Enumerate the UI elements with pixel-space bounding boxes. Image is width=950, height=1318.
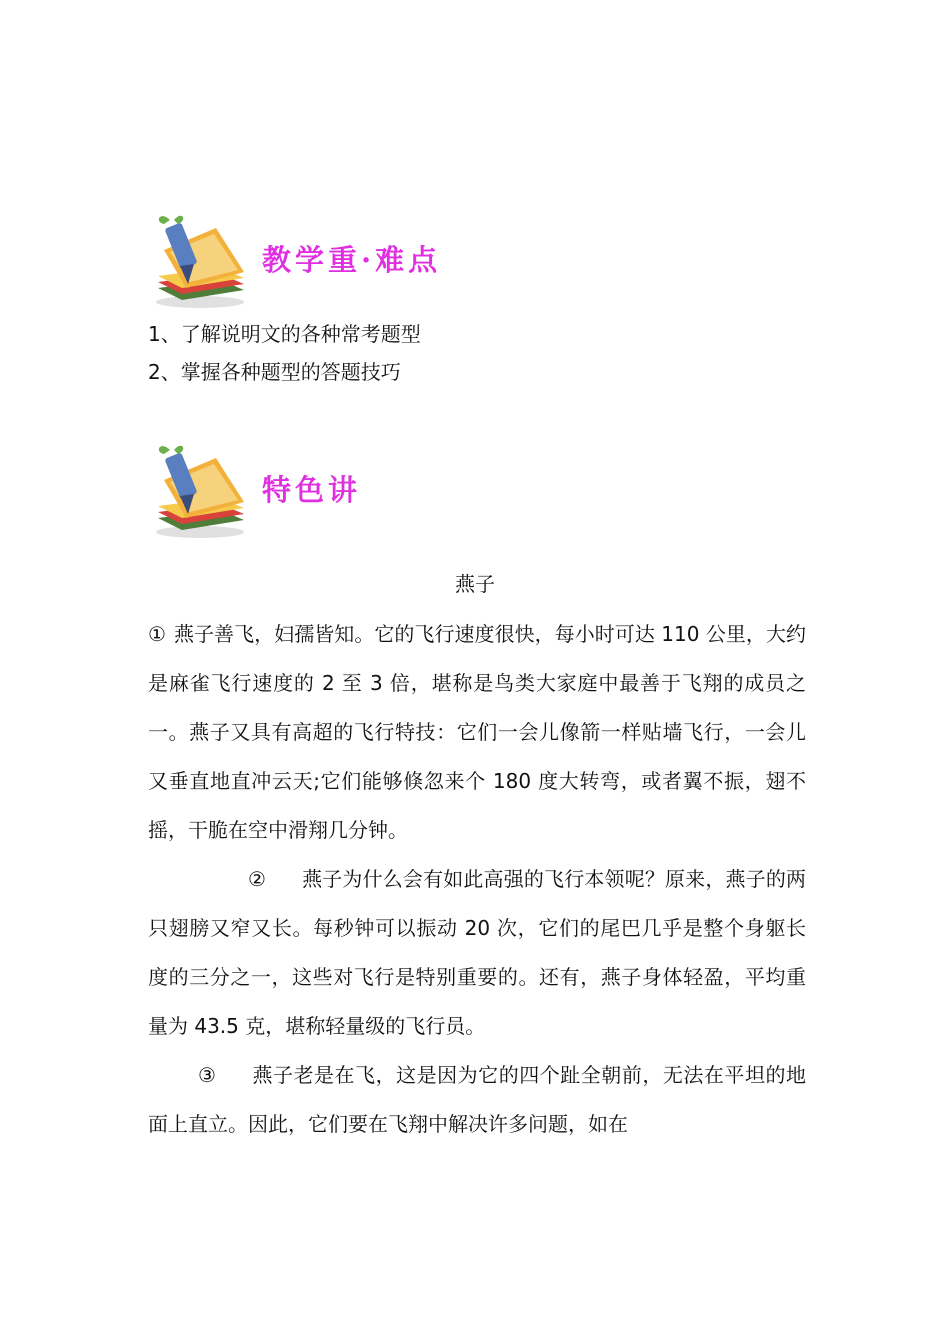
paragraph-number: ③ — [198, 1063, 216, 1087]
section-heading: 教学重·难点 — [262, 243, 442, 277]
section-header-featured-lecture — [150, 440, 570, 545]
article-title: 燕子 — [455, 572, 495, 596]
section-heading: 特色讲 — [262, 473, 362, 507]
paragraph-text: 燕子善飞，妇孺皆知。它的飞行速度很快，每小时可达 110 公里，大约是麻雀飞行速度的 2 至 3 倍，堪称是鸟类大家庭中最善于飞翔的成员之一。燕子又具有高超的飞行特技：它们一会儿像箭一样贴墙飞行，一会儿又垂直地直冲云天;它们能够倏忽来个 180 度大转弯，或者翼不振，翅不摇，干脆在空中滑翔几分钟。 — [148, 622, 806, 842]
paragraph-number: ① — [148, 622, 166, 646]
paragraph-text: 燕子老是在飞，这是因为它的四个趾全朝前，无法在平坦的地面上直立。因此，它们要在飞翔中解决许多问题，如在 — [148, 1063, 806, 1136]
book-pencil-icon — [150, 210, 250, 310]
objective-item: 1、了解说明文的各种常考题型 — [148, 322, 421, 346]
book-pencil-icon — [150, 440, 250, 540]
article-paragraph-2 — [148, 855, 806, 1051]
article-paragraph-1 — [148, 610, 806, 855]
article-paragraph-3 — [148, 1051, 806, 1149]
paragraph-number: ② — [248, 867, 266, 891]
paragraph-text: 燕子为什么会有如此高强的飞行本领呢？原来，燕子的两只翅膀又窄又长。每秒钟可以振动 20 次，它们的尾巴几乎是整个身躯长度的三分之一，这些对飞行是特别重要的。还有，燕子身体轻盈，平均重量为 43.5 克，堪称轻量级的飞行员。 — [148, 867, 806, 1038]
section-header-key-points — [150, 210, 570, 315]
objective-item: 2、掌握各种题型的答题技巧 — [148, 360, 401, 384]
